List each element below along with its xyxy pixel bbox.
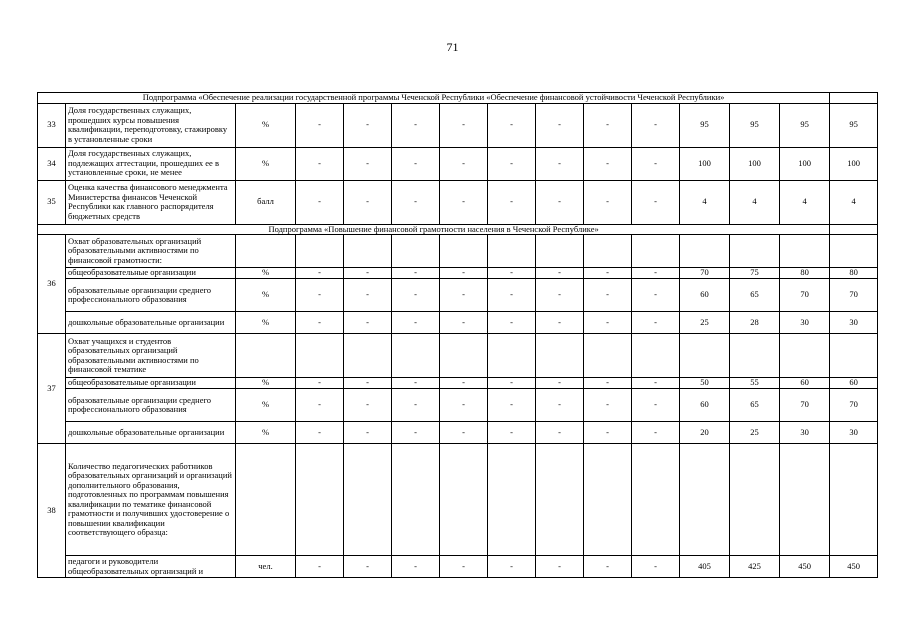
value-cell: - — [296, 180, 344, 224]
value-cell: - — [440, 279, 488, 312]
value-cell: 80 — [780, 268, 830, 279]
unit-cell: % — [236, 389, 296, 422]
value-cell: - — [584, 103, 632, 147]
value-cell: - — [632, 147, 680, 180]
value-cell: - — [344, 378, 392, 389]
value-cell: - — [392, 180, 440, 224]
value-cell: 70 — [680, 268, 730, 279]
value-cell: - — [488, 268, 536, 279]
value-cell — [344, 444, 392, 556]
value-cell: - — [488, 312, 536, 334]
value-cell: - — [536, 556, 584, 578]
row-number: 36 — [38, 235, 66, 334]
unit-cell: % — [236, 378, 296, 389]
value-cell: - — [440, 103, 488, 147]
value-cell: - — [344, 312, 392, 334]
value-cell — [440, 444, 488, 556]
section-title: Подпрограмма «Обеспечение реализации государственной программы Чеченской Республики «Обеспечение финансовой устойчивости Чеченской Республики» — [38, 93, 830, 104]
table-row — [38, 103, 878, 147]
section-header-row — [38, 93, 878, 104]
table-row — [38, 389, 878, 422]
table-row — [38, 312, 878, 334]
value-cell: - — [392, 103, 440, 147]
value-cell — [296, 235, 344, 268]
value-cell — [584, 334, 632, 378]
value-cell: - — [584, 389, 632, 422]
value-cell: 28 — [730, 312, 780, 334]
value-cell: - — [632, 422, 680, 444]
table-row — [38, 378, 878, 389]
value-cell: - — [632, 556, 680, 578]
value-cell: 70 — [830, 279, 878, 312]
value-cell: - — [584, 312, 632, 334]
value-cell — [488, 235, 536, 268]
value-cell: 60 — [680, 279, 730, 312]
value-cell — [680, 334, 730, 378]
value-cell: - — [392, 378, 440, 389]
value-cell: 4 — [730, 180, 780, 224]
indicator-name: общеобразовательные организации — [66, 268, 236, 279]
value-cell: - — [296, 103, 344, 147]
value-cell: 95 — [680, 103, 730, 147]
value-cell: - — [344, 147, 392, 180]
section-empty-cell — [830, 93, 878, 104]
table-row — [38, 444, 878, 556]
value-cell: - — [536, 147, 584, 180]
value-cell: - — [344, 180, 392, 224]
value-cell — [780, 235, 830, 268]
value-cell: 100 — [730, 147, 780, 180]
value-cell: - — [440, 268, 488, 279]
value-cell — [344, 235, 392, 268]
value-cell: 95 — [730, 103, 780, 147]
value-cell: - — [440, 147, 488, 180]
section-empty-cell — [830, 224, 878, 235]
value-cell: - — [296, 279, 344, 312]
value-cell: - — [440, 312, 488, 334]
value-cell: - — [296, 389, 344, 422]
value-cell: - — [536, 422, 584, 444]
value-cell — [536, 235, 584, 268]
value-cell — [440, 235, 488, 268]
value-cell: 65 — [730, 389, 780, 422]
page-number: 71 — [446, 40, 459, 54]
value-cell: - — [488, 389, 536, 422]
value-cell: - — [584, 279, 632, 312]
unit-cell — [236, 444, 296, 556]
value-cell: 450 — [780, 556, 830, 578]
table-row — [38, 235, 878, 268]
value-cell — [632, 235, 680, 268]
value-cell: - — [392, 312, 440, 334]
value-cell: 95 — [780, 103, 830, 147]
value-cell: - — [584, 556, 632, 578]
table-row — [38, 268, 878, 279]
value-cell: 450 — [830, 556, 878, 578]
value-cell — [344, 334, 392, 378]
table-row — [38, 147, 878, 180]
value-cell: 65 — [730, 279, 780, 312]
value-cell — [830, 444, 878, 556]
value-cell: 70 — [780, 389, 830, 422]
indicator-name: дошкольные образовательные организации — [66, 312, 236, 334]
value-cell — [584, 444, 632, 556]
value-cell: - — [440, 389, 488, 422]
value-cell — [536, 444, 584, 556]
value-cell: - — [632, 389, 680, 422]
value-cell: - — [392, 279, 440, 312]
value-cell: 100 — [780, 147, 830, 180]
value-cell: - — [584, 147, 632, 180]
value-cell: - — [296, 147, 344, 180]
indicator-name: Доля государственных служащих, прошедших курсы повышения квалификации, переподготовку, стажировку в установленные сроки — [66, 103, 236, 147]
value-cell — [488, 444, 536, 556]
table-body — [38, 93, 878, 578]
value-cell: - — [488, 556, 536, 578]
value-cell: - — [632, 279, 680, 312]
unit-cell: чел. — [236, 556, 296, 578]
value-cell: 20 — [680, 422, 730, 444]
indicator-name: Оценка качества финансового менеджмента Министерства финансов Чеченской Республики как главного распорядителя бюджетных средств — [66, 180, 236, 224]
value-cell: - — [536, 268, 584, 279]
value-cell: 80 — [830, 268, 878, 279]
indicator-name: Охват учащихся и студентов образовательных организаций образовательными активностями по финансовой тематике — [66, 334, 236, 378]
value-cell: - — [344, 556, 392, 578]
value-cell: - — [392, 389, 440, 422]
unit-cell: % — [236, 422, 296, 444]
value-cell — [632, 444, 680, 556]
row-number: 37 — [38, 334, 66, 444]
value-cell — [584, 235, 632, 268]
value-cell: 95 — [830, 103, 878, 147]
unit-cell — [236, 235, 296, 268]
value-cell: - — [392, 556, 440, 578]
value-cell — [730, 444, 780, 556]
value-cell: - — [584, 378, 632, 389]
value-cell: - — [344, 279, 392, 312]
value-cell: - — [392, 268, 440, 279]
value-cell — [296, 444, 344, 556]
value-cell — [536, 334, 584, 378]
value-cell: - — [632, 268, 680, 279]
value-cell: 100 — [680, 147, 730, 180]
table-row — [38, 422, 878, 444]
value-cell: 100 — [830, 147, 878, 180]
value-cell: - — [584, 268, 632, 279]
value-cell — [296, 334, 344, 378]
value-cell — [730, 334, 780, 378]
value-cell: 425 — [730, 556, 780, 578]
value-cell: - — [584, 422, 632, 444]
value-cell: - — [392, 147, 440, 180]
indicator-name: Охват образовательных организаций образовательными активностями по финансовой грамотности: — [66, 235, 236, 268]
value-cell: 70 — [830, 389, 878, 422]
unit-cell — [236, 334, 296, 378]
row-number: 33 — [38, 103, 66, 147]
value-cell: - — [344, 422, 392, 444]
row-number: 35 — [38, 180, 66, 224]
value-cell: 60 — [680, 389, 730, 422]
value-cell — [730, 235, 780, 268]
unit-cell: % — [236, 147, 296, 180]
value-cell: 405 — [680, 556, 730, 578]
value-cell: - — [440, 556, 488, 578]
value-cell: 30 — [780, 422, 830, 444]
value-cell: 75 — [730, 268, 780, 279]
value-cell: - — [536, 312, 584, 334]
value-cell: - — [488, 422, 536, 444]
value-cell: - — [344, 389, 392, 422]
value-cell: - — [344, 103, 392, 147]
value-cell — [830, 235, 878, 268]
value-cell: 25 — [730, 422, 780, 444]
value-cell: 30 — [830, 312, 878, 334]
value-cell: 60 — [780, 378, 830, 389]
value-cell: - — [488, 279, 536, 312]
value-cell — [780, 444, 830, 556]
value-cell: - — [296, 422, 344, 444]
value-cell — [392, 334, 440, 378]
value-cell: 55 — [730, 378, 780, 389]
table-row — [38, 334, 878, 378]
value-cell: - — [296, 268, 344, 279]
value-cell: - — [296, 556, 344, 578]
unit-cell: % — [236, 103, 296, 147]
value-cell: - — [536, 180, 584, 224]
section-header-row — [38, 224, 878, 235]
unit-cell: балл — [236, 180, 296, 224]
value-cell: - — [344, 268, 392, 279]
value-cell — [680, 444, 730, 556]
value-cell: 4 — [780, 180, 830, 224]
value-cell: - — [392, 422, 440, 444]
value-cell: 30 — [780, 312, 830, 334]
table-row — [38, 556, 878, 578]
unit-cell: % — [236, 279, 296, 312]
value-cell — [780, 334, 830, 378]
row-number: 34 — [38, 147, 66, 180]
indicator-name: педагоги и руководители общеобразовательных организаций и — [66, 556, 236, 578]
value-cell: 4 — [830, 180, 878, 224]
indicator-name: Количество педагогических работников образовательных организаций и организаций дополнительного образования, подготовленных по программам повышения квалификации по тематике финансовой грамотности и получивших удостоверение о повышении квалификации соответствующего образца: — [66, 444, 236, 556]
value-cell — [830, 334, 878, 378]
indicator-name: Доля государственных служащих, подлежащих аттестации, прошедших ее в установленные сроки, не менее — [66, 147, 236, 180]
indicator-name: образовательные организации среднего профессионального образования — [66, 389, 236, 422]
value-cell: - — [536, 103, 584, 147]
indicator-name: образовательные организации среднего профессионального образования — [66, 279, 236, 312]
indicator-name: общеобразовательные организации — [66, 378, 236, 389]
value-cell: 60 — [830, 378, 878, 389]
value-cell: - — [632, 103, 680, 147]
value-cell: - — [536, 279, 584, 312]
value-cell: - — [488, 147, 536, 180]
value-cell: - — [536, 378, 584, 389]
table-row — [38, 279, 878, 312]
value-cell: - — [440, 378, 488, 389]
section-title: Подпрограмма «Повышение финансовой грамотности населения в Чеченской Республике» — [38, 224, 830, 235]
indicators-table — [37, 92, 878, 578]
indicator-name: дошкольные образовательные организации — [66, 422, 236, 444]
unit-cell: % — [236, 312, 296, 334]
row-number: 38 — [38, 444, 66, 578]
value-cell: 50 — [680, 378, 730, 389]
value-cell: - — [632, 180, 680, 224]
value-cell — [392, 235, 440, 268]
value-cell — [440, 334, 488, 378]
value-cell — [488, 334, 536, 378]
value-cell: - — [296, 312, 344, 334]
value-cell: - — [440, 422, 488, 444]
value-cell — [632, 334, 680, 378]
value-cell: 4 — [680, 180, 730, 224]
value-cell: 25 — [680, 312, 730, 334]
unit-cell: % — [236, 268, 296, 279]
value-cell: - — [584, 180, 632, 224]
value-cell: 30 — [830, 422, 878, 444]
value-cell: - — [440, 180, 488, 224]
value-cell — [392, 444, 440, 556]
table-row — [38, 180, 878, 224]
value-cell: - — [536, 389, 584, 422]
value-cell: 70 — [780, 279, 830, 312]
value-cell: - — [488, 180, 536, 224]
value-cell: - — [488, 378, 536, 389]
value-cell: - — [632, 312, 680, 334]
value-cell: - — [296, 378, 344, 389]
value-cell — [680, 235, 730, 268]
value-cell: - — [488, 103, 536, 147]
value-cell: - — [632, 378, 680, 389]
